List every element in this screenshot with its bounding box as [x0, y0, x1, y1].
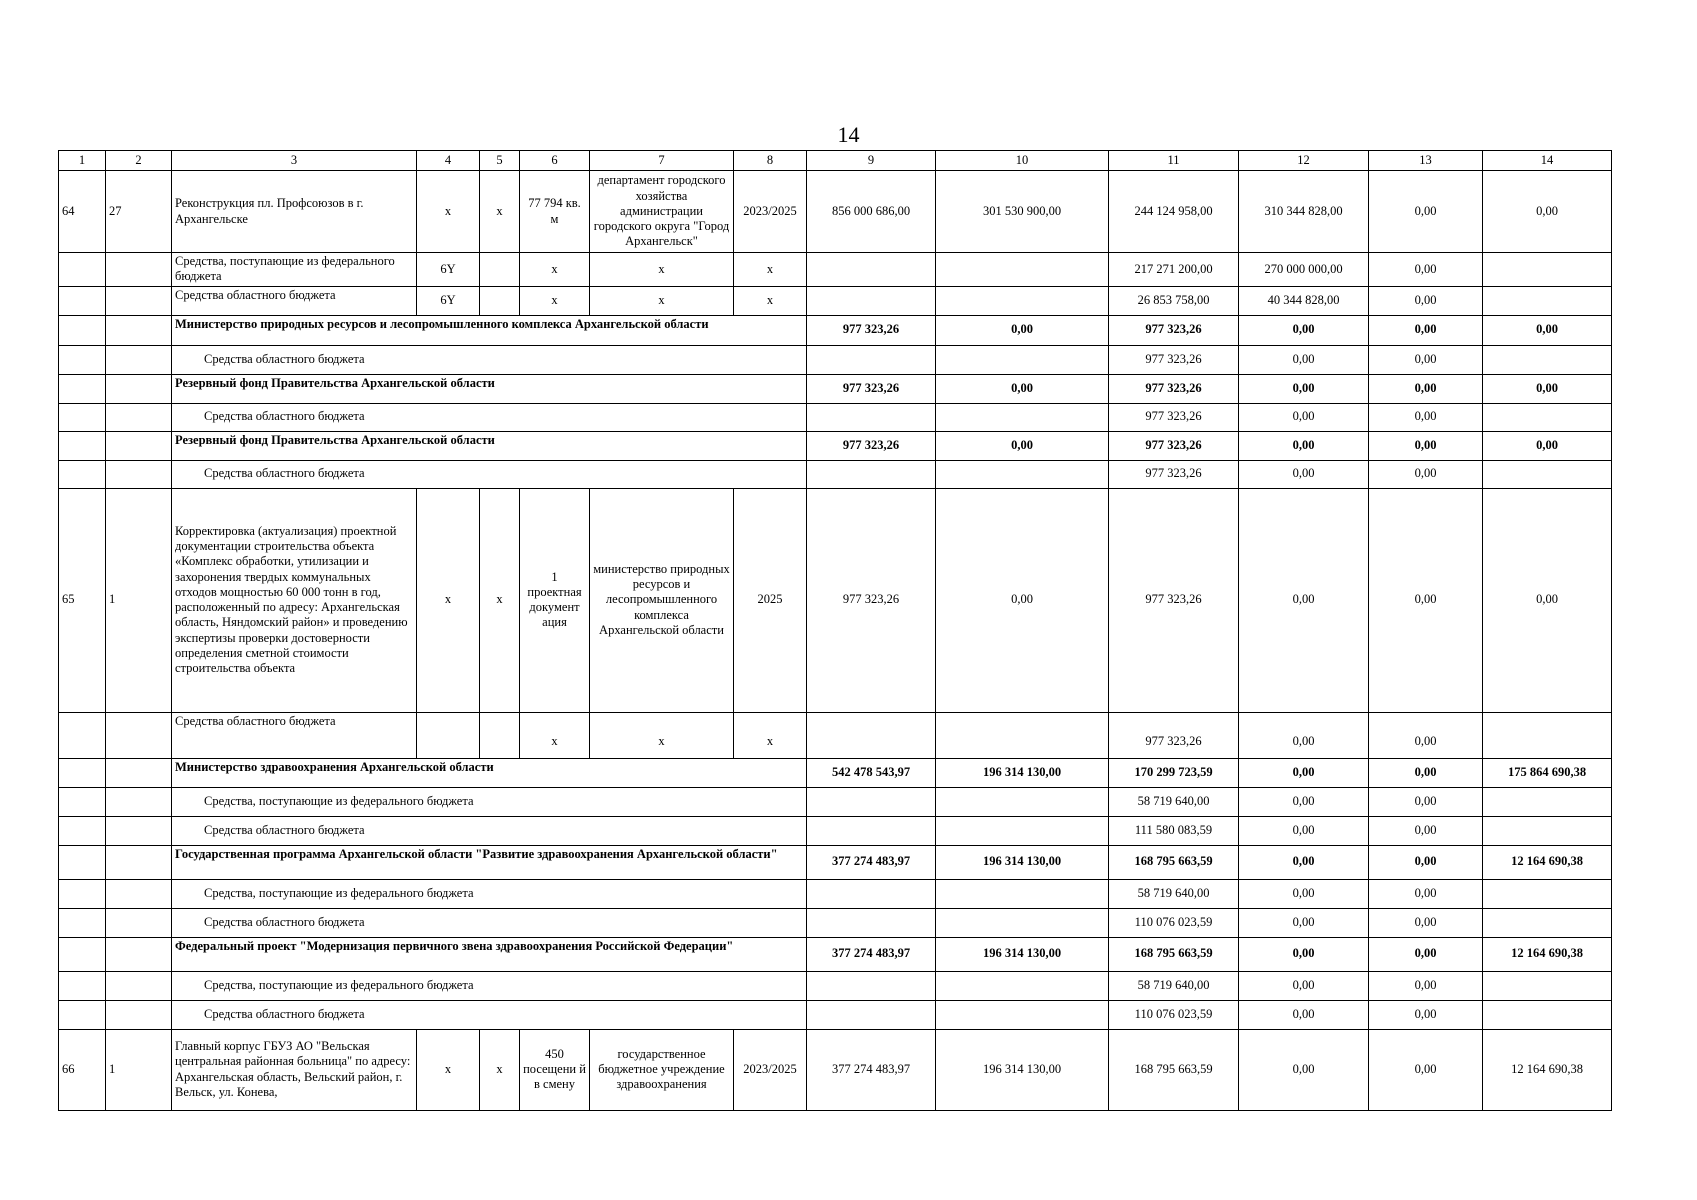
funding-source-row	[59, 286, 1612, 315]
cell-empty	[106, 971, 172, 1000]
cell-c10	[936, 286, 1109, 315]
cell-c11: 977 323,26	[1109, 460, 1239, 488]
cell-c9: 977 323,26	[807, 488, 936, 712]
cell-c11: 168 795 663,59	[1109, 937, 1239, 971]
cell-c14	[1483, 712, 1612, 758]
sub-number	[106, 712, 172, 758]
cell-c12: 0,00	[1239, 315, 1369, 345]
cell-c4: x	[417, 488, 480, 712]
cell-c12: 0,00	[1239, 758, 1369, 787]
cell-c10	[936, 879, 1109, 908]
cell-c10	[936, 908, 1109, 937]
group-total-row	[59, 374, 1612, 403]
funding-source-name: Средства областного бюджета	[172, 1000, 807, 1029]
cell-c8: x	[734, 712, 807, 758]
cell-empty	[106, 816, 172, 845]
column-number-3: 3	[172, 151, 417, 171]
group-name: Федеральный проект "Модернизация первичного звена здравоохранения Российской Федерации"	[172, 937, 807, 971]
cell-c12: 0,00	[1239, 816, 1369, 845]
row-number: 66	[59, 1029, 106, 1110]
cell-c13: 0,00	[1369, 816, 1483, 845]
funding-source-name: Средства областного бюджета	[172, 460, 807, 488]
funding-source-name: Средства, поступающие из федерального бюджета	[172, 971, 807, 1000]
cell-c12: 40 344 828,00	[1239, 286, 1369, 315]
cell-c14	[1483, 345, 1612, 374]
cell-c11: 26 853 758,00	[1109, 286, 1239, 315]
cell-c14	[1483, 253, 1612, 287]
cell-empty	[106, 315, 172, 345]
cell-c9	[807, 971, 936, 1000]
column-number-8: 8	[734, 151, 807, 171]
cell-c13: 0,00	[1369, 971, 1483, 1000]
row-number	[59, 712, 106, 758]
row-number: 65	[59, 488, 106, 712]
cell-c12: 0,00	[1239, 345, 1369, 374]
cell-c9: 542 478 543,97	[807, 758, 936, 787]
cell-c12: 0,00	[1239, 971, 1369, 1000]
cell-c13: 0,00	[1369, 937, 1483, 971]
cell-c9: 977 323,26	[807, 374, 936, 403]
cell-empty	[106, 1000, 172, 1029]
sub-number: 1	[106, 488, 172, 712]
cell-empty	[106, 937, 172, 971]
column-number-6: 6	[520, 151, 590, 171]
funding-source-row	[59, 253, 1612, 287]
cell-c9: 377 274 483,97	[807, 937, 936, 971]
group-name: Резервный фонд Правительства Архангельской области	[172, 374, 807, 403]
object-row	[59, 171, 1612, 253]
column-number-5: 5	[480, 151, 520, 171]
cell-c10: 196 314 130,00	[936, 937, 1109, 971]
column-number-9: 9	[807, 151, 936, 171]
group-total-row	[59, 937, 1612, 971]
cell-c12: 0,00	[1239, 845, 1369, 879]
cell-c13: 0,00	[1369, 1029, 1483, 1110]
cell-c11: 977 323,26	[1109, 345, 1239, 374]
cell-c5: x	[480, 171, 520, 253]
cell-c6: 77 794 кв. м	[520, 171, 590, 253]
cell-c9	[807, 712, 936, 758]
funding-source-row	[59, 816, 1612, 845]
cell-empty	[59, 345, 106, 374]
funding-source-name: Средства, поступающие из федерального бюджета	[172, 787, 807, 816]
cell-c13: 0,00	[1369, 845, 1483, 879]
cell-c12: 0,00	[1239, 787, 1369, 816]
object-row	[59, 488, 1612, 712]
cell-c11: 110 076 023,59	[1109, 1000, 1239, 1029]
cell-c13: 0,00	[1369, 345, 1483, 374]
object-name: Средства, поступающие из федерального бюджета	[172, 253, 417, 287]
cell-c6: x	[520, 286, 590, 315]
cell-c10	[936, 971, 1109, 1000]
cell-c14	[1483, 403, 1612, 431]
cell-empty	[106, 374, 172, 403]
cell-c7: министерство природных ресурсов и лесопромышленного комплекса Архангельской области	[590, 488, 734, 712]
cell-c14: 12 164 690,38	[1483, 937, 1612, 971]
cell-empty	[106, 758, 172, 787]
funding-source-name: Средства областного бюджета	[172, 345, 807, 374]
cell-c11: 244 124 958,00	[1109, 171, 1239, 253]
cell-c11: 168 795 663,59	[1109, 845, 1239, 879]
funding-source-row	[59, 787, 1612, 816]
cell-c8: x	[734, 286, 807, 315]
cell-empty	[59, 937, 106, 971]
cell-c9	[807, 253, 936, 287]
cell-c4	[417, 712, 480, 758]
cell-c11: 977 323,26	[1109, 403, 1239, 431]
cell-c8: 2023/2025	[734, 1029, 807, 1110]
column-number-11: 11	[1109, 151, 1239, 171]
object-name: Корректировка (актуализация) проектной документации строительства объекта «Комплекс обработки, утилизации и захоронения твердых коммунальных отходов мощностью 60 000 тонн в год, расположенный по адресу: Архангельская область, Няндомский район» и проведению экспертизы проверки достоверности определения сметной стоимости строительства объекта	[172, 488, 417, 712]
cell-empty	[59, 879, 106, 908]
column-number-1: 1	[59, 151, 106, 171]
cell-empty	[59, 816, 106, 845]
cell-c10: 196 314 130,00	[936, 1029, 1109, 1110]
cell-empty	[59, 374, 106, 403]
cell-c13: 0,00	[1369, 374, 1483, 403]
cell-c12: 0,00	[1239, 1029, 1369, 1110]
cell-c11: 170 299 723,59	[1109, 758, 1239, 787]
cell-c5	[480, 712, 520, 758]
cell-c8: 2023/2025	[734, 171, 807, 253]
group-name: Министерство здравоохранения Архангельской области	[172, 758, 807, 787]
cell-c12: 0,00	[1239, 460, 1369, 488]
cell-empty	[59, 908, 106, 937]
cell-c14	[1483, 460, 1612, 488]
group-total-row	[59, 315, 1612, 345]
cell-c12: 0,00	[1239, 908, 1369, 937]
column-number-row	[59, 151, 1612, 171]
row-number: 64	[59, 171, 106, 253]
cell-c13: 0,00	[1369, 908, 1483, 937]
cell-c11: 168 795 663,59	[1109, 1029, 1239, 1110]
group-total-row	[59, 758, 1612, 787]
cell-c10: 0,00	[936, 431, 1109, 460]
cell-c13: 0,00	[1369, 712, 1483, 758]
object-name: Средства областного бюджета	[172, 712, 417, 758]
object-name: Главный корпус ГБУЗ АО "Вельская центральная районная больница" по адресу: Архангельская область, Вельский район, г. Вельск, ул. Конева,	[172, 1029, 417, 1110]
cell-empty	[59, 315, 106, 345]
cell-c9	[807, 879, 936, 908]
sub-number: 27	[106, 171, 172, 253]
cell-c10	[936, 253, 1109, 287]
cell-c11: 217 271 200,00	[1109, 253, 1239, 287]
cell-c7: x	[590, 286, 734, 315]
cell-empty	[106, 403, 172, 431]
cell-c4: 6Y	[417, 253, 480, 287]
cell-c14	[1483, 816, 1612, 845]
cell-c14	[1483, 879, 1612, 908]
cell-c6: 450 посещени й в смену	[520, 1029, 590, 1110]
cell-c4: x	[417, 171, 480, 253]
cell-c10	[936, 787, 1109, 816]
cell-c10: 196 314 130,00	[936, 758, 1109, 787]
cell-c12: 0,00	[1239, 488, 1369, 712]
cell-c13: 0,00	[1369, 171, 1483, 253]
cell-c7: департамент городского хозяйства администрации городского округа "Город Архангельск"	[590, 171, 734, 253]
cell-c11: 977 323,26	[1109, 374, 1239, 403]
cell-c14: 0,00	[1483, 171, 1612, 253]
cell-c14	[1483, 787, 1612, 816]
cell-c14	[1483, 971, 1612, 1000]
cell-c12: 0,00	[1239, 712, 1369, 758]
cell-c9	[807, 1000, 936, 1029]
cell-c11: 977 323,26	[1109, 712, 1239, 758]
column-number-4: 4	[417, 151, 480, 171]
cell-c13: 0,00	[1369, 403, 1483, 431]
cell-c11: 977 323,26	[1109, 488, 1239, 712]
cell-empty	[106, 908, 172, 937]
cell-c9: 377 274 483,97	[807, 845, 936, 879]
cell-c11: 110 076 023,59	[1109, 908, 1239, 937]
cell-c9	[807, 345, 936, 374]
cell-c11: 977 323,26	[1109, 315, 1239, 345]
cell-c10	[936, 816, 1109, 845]
cell-c7: x	[590, 712, 734, 758]
cell-c12: 0,00	[1239, 1000, 1369, 1029]
group-name: Резервный фонд Правительства Архангельской области	[172, 431, 807, 460]
cell-c4: x	[417, 1029, 480, 1110]
cell-c10	[936, 460, 1109, 488]
cell-c13: 0,00	[1369, 431, 1483, 460]
cell-c10	[936, 712, 1109, 758]
cell-c14	[1483, 286, 1612, 315]
cell-empty	[59, 787, 106, 816]
cell-c5: x	[480, 1029, 520, 1110]
object-name: Реконструкция пл. Профсоюзов в г. Архангельске	[172, 171, 417, 253]
funding-source-name: Средства областного бюджета	[172, 816, 807, 845]
cell-c14	[1483, 908, 1612, 937]
funding-source-row	[59, 879, 1612, 908]
cell-c14: 12 164 690,38	[1483, 1029, 1612, 1110]
cell-c10: 301 530 900,00	[936, 171, 1109, 253]
cell-c7: x	[590, 253, 734, 287]
sub-number	[106, 253, 172, 287]
cell-c10: 0,00	[936, 374, 1109, 403]
cell-c12: 0,00	[1239, 937, 1369, 971]
cell-c9: 977 323,26	[807, 431, 936, 460]
cell-c12: 310 344 828,00	[1239, 171, 1369, 253]
cell-c9	[807, 460, 936, 488]
cell-c13: 0,00	[1369, 315, 1483, 345]
funding-source-row	[59, 1000, 1612, 1029]
cell-empty	[59, 758, 106, 787]
cell-c13: 0,00	[1369, 787, 1483, 816]
cell-c11: 977 323,26	[1109, 431, 1239, 460]
column-number-13: 13	[1369, 151, 1483, 171]
funding-source-name: Средства областного бюджета	[172, 908, 807, 937]
cell-c9	[807, 787, 936, 816]
sub-number: 1	[106, 1029, 172, 1110]
cell-c5: x	[480, 488, 520, 712]
cell-c10: 0,00	[936, 488, 1109, 712]
cell-empty	[59, 971, 106, 1000]
group-name: Государственная программа Архангельской области "Развитие здравоохранения Архангельской области"	[172, 845, 807, 879]
cell-c14: 0,00	[1483, 488, 1612, 712]
cell-c10: 196 314 130,00	[936, 845, 1109, 879]
cell-empty	[106, 845, 172, 879]
cell-c14: 0,00	[1483, 431, 1612, 460]
cell-empty	[106, 431, 172, 460]
cell-c13: 0,00	[1369, 253, 1483, 287]
cell-c14: 0,00	[1483, 374, 1612, 403]
funding-source-name: Средства областного бюджета	[172, 403, 807, 431]
cell-c12: 0,00	[1239, 879, 1369, 908]
row-number	[59, 253, 106, 287]
cell-c6: 1 проектная документ ация	[520, 488, 590, 712]
cell-c13: 0,00	[1369, 1000, 1483, 1029]
funding-source-row	[59, 971, 1612, 1000]
cell-c9	[807, 286, 936, 315]
sub-number	[106, 286, 172, 315]
cell-empty	[106, 460, 172, 488]
cell-c11: 58 719 640,00	[1109, 971, 1239, 1000]
cell-empty	[59, 845, 106, 879]
column-number-2: 2	[106, 151, 172, 171]
cell-empty	[106, 345, 172, 374]
cell-empty	[59, 431, 106, 460]
funding-source-row	[59, 460, 1612, 488]
cell-c10	[936, 403, 1109, 431]
row-number	[59, 286, 106, 315]
cell-c11: 111 580 083,59	[1109, 816, 1239, 845]
cell-empty	[106, 879, 172, 908]
budget-table	[58, 150, 1612, 1111]
cell-c10	[936, 1000, 1109, 1029]
cell-c14: 12 164 690,38	[1483, 845, 1612, 879]
cell-c8: x	[734, 253, 807, 287]
group-name: Министерство природных ресурсов и лесопромышленного комплекса Архангельской области	[172, 315, 807, 345]
funding-source-row	[59, 908, 1612, 937]
column-number-10: 10	[936, 151, 1109, 171]
group-total-row	[59, 845, 1612, 879]
cell-c9: 977 323,26	[807, 315, 936, 345]
cell-c14	[1483, 1000, 1612, 1029]
cell-c6: x	[520, 253, 590, 287]
cell-c12: 270 000 000,00	[1239, 253, 1369, 287]
cell-c12: 0,00	[1239, 431, 1369, 460]
cell-c5	[480, 286, 520, 315]
cell-c5	[480, 253, 520, 287]
cell-c14: 175 864 690,38	[1483, 758, 1612, 787]
cell-c9: 856 000 686,00	[807, 171, 936, 253]
cell-c8: 2025	[734, 488, 807, 712]
column-number-14: 14	[1483, 151, 1612, 171]
cell-empty	[106, 787, 172, 816]
cell-c4: 6Y	[417, 286, 480, 315]
cell-c14: 0,00	[1483, 315, 1612, 345]
cell-empty	[59, 403, 106, 431]
cell-empty	[59, 1000, 106, 1029]
cell-c11: 58 719 640,00	[1109, 787, 1239, 816]
cell-c12: 0,00	[1239, 374, 1369, 403]
column-number-7: 7	[590, 151, 734, 171]
funding-source-row	[59, 345, 1612, 374]
cell-c12: 0,00	[1239, 403, 1369, 431]
cell-c6: x	[520, 712, 590, 758]
cell-c13: 0,00	[1369, 460, 1483, 488]
cell-c7: государственное бюджетное учреждение здравоохранения	[590, 1029, 734, 1110]
cell-c9	[807, 403, 936, 431]
cell-c9	[807, 908, 936, 937]
group-total-row	[59, 431, 1612, 460]
cell-c13: 0,00	[1369, 286, 1483, 315]
object-row	[59, 1029, 1612, 1110]
cell-c11: 58 719 640,00	[1109, 879, 1239, 908]
cell-c13: 0,00	[1369, 879, 1483, 908]
funding-source-row	[59, 403, 1612, 431]
funding-source-row	[59, 712, 1612, 758]
cell-c9: 377 274 483,97	[807, 1029, 936, 1110]
cell-c9	[807, 816, 936, 845]
column-number-12: 12	[1239, 151, 1369, 171]
funding-source-name: Средства, поступающие из федерального бюджета	[172, 879, 807, 908]
page-number: 14	[837, 122, 860, 147]
cell-c10: 0,00	[936, 315, 1109, 345]
object-name: Средства областного бюджета	[172, 286, 417, 315]
cell-c13: 0,00	[1369, 758, 1483, 787]
cell-empty	[59, 460, 106, 488]
cell-c10	[936, 345, 1109, 374]
cell-c13: 0,00	[1369, 488, 1483, 712]
